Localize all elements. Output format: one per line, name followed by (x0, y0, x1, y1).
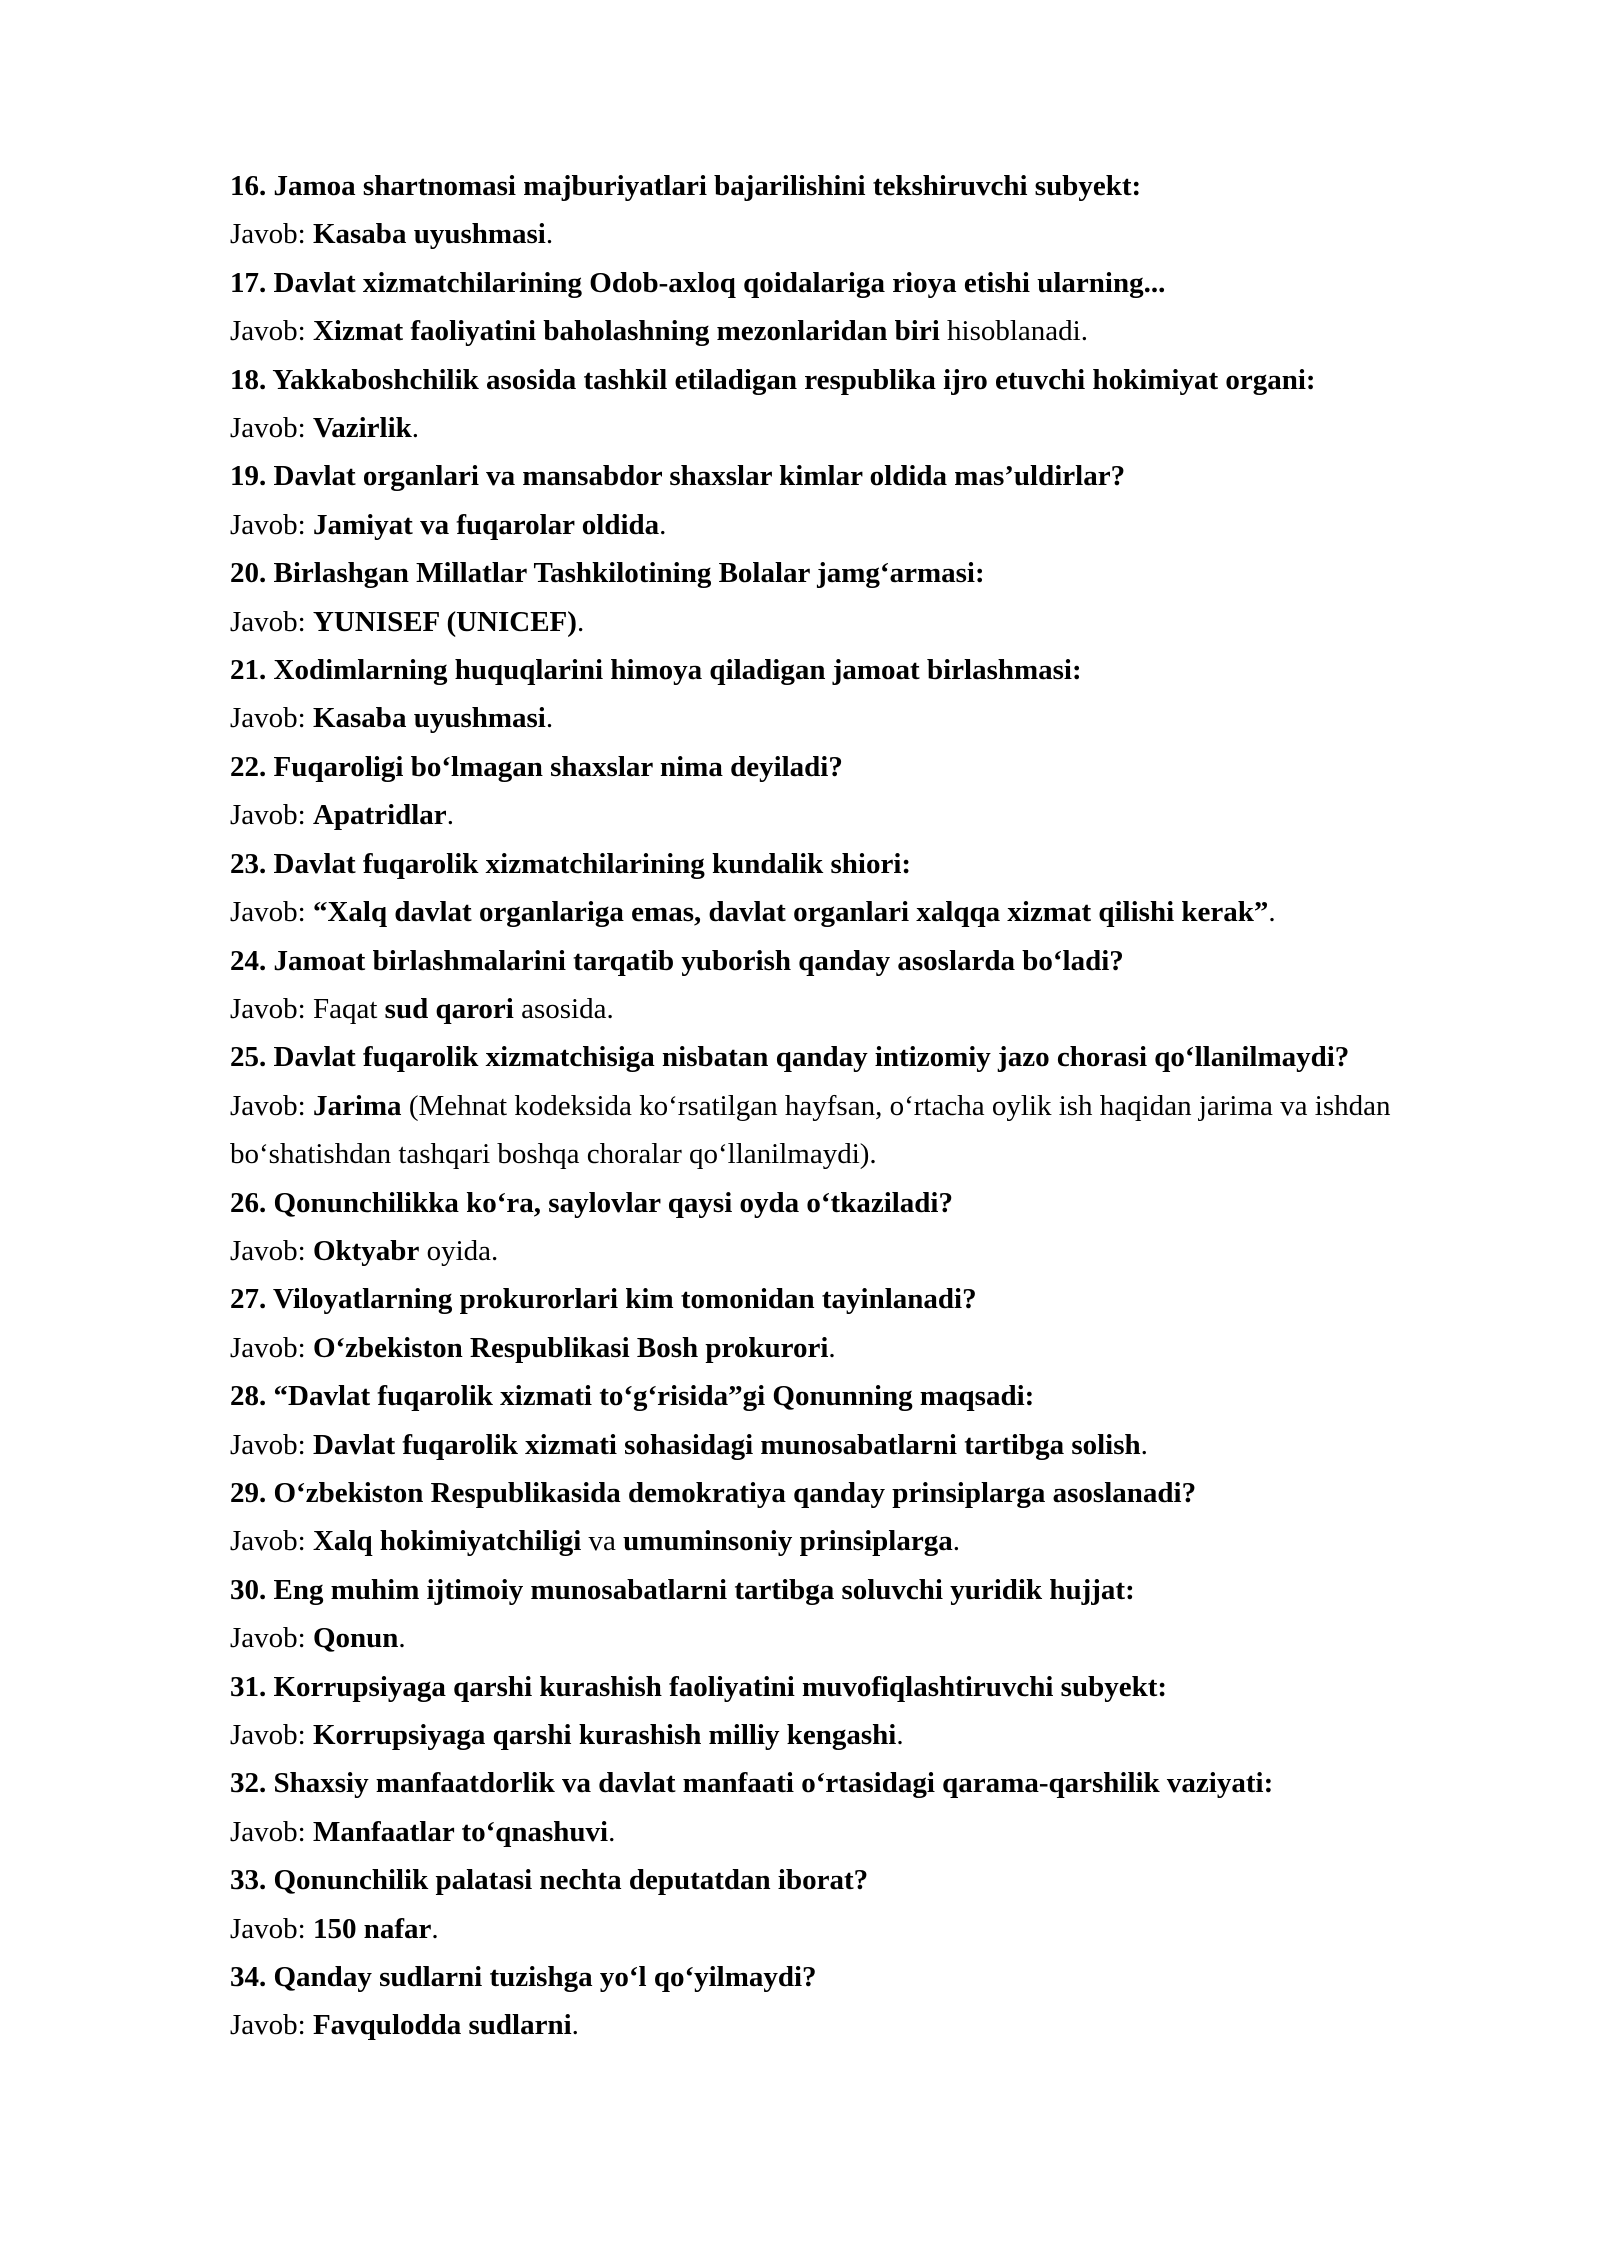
qa-item (230, 1275, 1520, 1372)
answer-text (230, 501, 1520, 549)
answer-plain-text: . (411, 412, 420, 445)
answer-key-phrase: O‘zbekiston Respublikasi Bosh prokurori (312, 1331, 829, 1364)
answer-text (230, 404, 1520, 452)
question-text: 16. Jamoa shartnomasi majburiyatlari bajarilishini tekshiruvchi subyekt: (230, 170, 1142, 202)
answer-plain-text: . (398, 1622, 406, 1655)
answer-key-phrase: Kasaba uyushmasi (312, 702, 546, 735)
answer-text (230, 791, 1520, 839)
answer-text (230, 2001, 1520, 2049)
answer-key-phrase: Xalq hokimiyatchiligi (312, 1525, 582, 1558)
qa-item (230, 1953, 1520, 2050)
question-text: 29. O‘zbekiston Respublikasida demokratiya qanday prinsiplarga asoslanadi? (230, 1476, 1197, 1509)
qa-item (230, 646, 1520, 743)
document-page (230, 162, 1520, 2050)
answer-plain-text: va (581, 1525, 624, 1558)
answer-key-phrase: Oktyabr (312, 1234, 420, 1267)
answer-text (230, 307, 1520, 355)
answer-plain-text: Javob: (230, 2009, 313, 2042)
answer-text (230, 1614, 1520, 1662)
answer-plain-text: Javob: (230, 508, 313, 541)
answer-plain-text: . (446, 799, 454, 832)
answer-plain-text: Javob: (230, 896, 313, 929)
qa-item (230, 1566, 1520, 1663)
qa-item (230, 937, 1520, 1034)
question-text: 21. Xodimlarning huquqlarini himoya qiladigan jamoat birlashmasi: (230, 654, 1082, 687)
answer-plain-text: Javob: (230, 605, 313, 638)
answer-plain-text: . (1140, 1428, 1148, 1461)
answer-text (230, 1808, 1520, 1856)
answer-key-phrase: Jarima (312, 1089, 402, 1122)
answer-plain-text: Javob: (230, 315, 313, 348)
question-text: 27. Viloyatlarning prokurorlari kim tomonidan tayinlanadi? (230, 1283, 977, 1316)
qa-item (230, 1759, 1520, 1856)
answer-key-phrase: Xizmat faoliyatini baholashning mezonlaridan biri (312, 315, 940, 348)
answer-text (230, 598, 1520, 646)
answer-plain-text: . (431, 1912, 439, 1945)
qa-item (230, 1469, 1520, 1566)
answer-plain-text: . (571, 2009, 579, 2042)
question-text: 26. Qonunchilikka ko‘ra, saylovlar qaysi oyda o‘tkaziladi? (230, 1186, 953, 1219)
answer-text (230, 210, 1520, 258)
answer-plain-text: Javob: (230, 1428, 313, 1461)
question-text: 34. Qanday sudlarni tuzishga yo‘l qo‘yilmaydi? (230, 1961, 817, 1994)
answer-text (230, 694, 1520, 742)
answer-key-phrase: Davlat fuqarolik xizmati sohasidagi munosabatlarni tartibga solish (312, 1428, 1141, 1461)
answer-text (230, 1711, 1520, 1759)
answer-plain-text: . (896, 1719, 904, 1751)
answer-key-phrase: Manfaatlar to‘qnashuvi (312, 1815, 609, 1848)
question-text: 30. Eng muhim ijtimoiy munosabatlarni tartibga soluvchi yuridik hujjat: (230, 1573, 1135, 1606)
qa-item (230, 162, 1520, 259)
qa-item (230, 743, 1520, 840)
answer-text (230, 1324, 1520, 1372)
qa-item (230, 259, 1520, 356)
answer-plain-text: asosida. (513, 992, 614, 1025)
answer-key-phrase: umuminsoniy prinsiplarga (623, 1525, 953, 1558)
answer-key-phrase: Apatridlar (312, 799, 447, 832)
answer-plain-text: . (545, 218, 554, 251)
answer-plain-text: . (952, 1525, 960, 1558)
answer-plain-text: . (828, 1331, 836, 1364)
answer-key-phrase: “Xalq davlat organlariga emas, davlat organlari xalqqa xizmat qilishi kerak” (312, 896, 1269, 929)
answer-key-phrase: Jamiyat va fuqarolar oldida (312, 508, 660, 541)
answer-plain-text: Javob: (230, 1719, 313, 1751)
question-text: 33. Qonunchilik palatasi nechta deputatdan iborat? (230, 1864, 869, 1897)
answer-key-phrase: sud qarori (384, 992, 514, 1025)
question-text: 17. Davlat xizmatchilarining Odob-axloq qoidalariga rioya etishi ularning... (230, 266, 1166, 299)
qa-item (230, 1372, 1520, 1469)
answer-text (230, 1905, 1520, 1953)
answer-key-phrase: Korrupsiyaga qarshi kurashish milliy kengashi (312, 1719, 897, 1751)
question-text: 20. Birlashgan Millatlar Tashkilotining Bolalar jamg‘armasi: (230, 557, 985, 590)
answer-text (230, 1421, 1520, 1469)
answer-plain-text: Javob: (230, 412, 313, 445)
answer-plain-text: Javob: (230, 1089, 313, 1122)
answer-plain-text: . (545, 702, 554, 735)
question-text: 28. “Davlat fuqarolik xizmati to‘g‘risida”gi Qonunning maqsadi: (230, 1380, 1035, 1413)
question-text: 24. Jamoat birlashmalarini tarqatib yuborish qanday asoslarda bo‘ladi? (230, 944, 1124, 977)
question-text: 32. Shaxsiy manfaatdorlik va davlat manfaati o‘rtasidagi qarama-qarshilik vaziyati: (230, 1767, 1274, 1800)
answer-plain-text: hisoblanadi. (939, 315, 1088, 348)
question-text: 18. Yakkaboshchilik asosida tashkil etiladigan respublika ijro etuvchi hokimiyat organi: (230, 363, 1316, 396)
answer-plain-text: . (659, 508, 667, 541)
answer-plain-text: Javob: (230, 1912, 313, 1945)
answer-key-phrase: YUNISEF (UNICEF) (312, 605, 577, 638)
qa-item (230, 840, 1520, 937)
answer-plain-text: Javob: (230, 1815, 313, 1848)
qa-item (230, 549, 1520, 646)
answer-text (230, 1082, 1520, 1179)
answer-plain-text: . (1268, 896, 1276, 929)
answer-text (230, 985, 1520, 1033)
question-text: 23. Davlat fuqarolik xizmatchilarining kundalik shiori: (230, 847, 912, 880)
answer-plain-text: Javob: Faqat (230, 992, 385, 1025)
answer-plain-text: Javob: (230, 218, 313, 251)
answer-text (230, 888, 1520, 936)
answer-text (230, 1517, 1520, 1565)
answer-plain-text: Javob: (230, 799, 313, 832)
answer-plain-text: Javob: (230, 702, 313, 735)
answer-plain-text: (Mehnat kodeksida ko‘rsatilgan hayfsan, o‘rtacha oylik ish haqidan jarima va ishdan bo‘shatishdan tashqari boshqa choralar qo‘llanilmaydi). (230, 1089, 1391, 1171)
question-text: 25. Davlat fuqarolik xizmatchisiga nisbatan qanday intizomiy jazo chorasi qo‘llanilmaydi? (230, 1041, 1350, 1074)
qa-item (230, 356, 1520, 453)
qa-item (230, 1663, 1520, 1760)
answer-text (230, 1227, 1520, 1275)
answer-plain-text: Javob: (230, 1622, 313, 1655)
answer-plain-text: Javob: (230, 1234, 313, 1267)
question-text: 31. Korrupsiyaga qarshi kurashish faoliyatini muvofiqlashtiruvchi subyekt: (230, 1670, 1168, 1703)
answer-key-phrase: Vazirlik (312, 412, 412, 445)
answer-key-phrase: 150 nafar (312, 1912, 432, 1945)
answer-plain-text: Javob: (230, 1525, 313, 1558)
answer-key-phrase: Kasaba uyushmasi (312, 218, 546, 251)
answer-plain-text: . (608, 1815, 616, 1848)
answer-plain-text: . (576, 605, 585, 638)
qa-item (230, 1856, 1520, 1953)
answer-key-phrase: Favqulodda sudlarni (312, 2009, 572, 2042)
answer-plain-text: oyida. (419, 1234, 499, 1267)
qa-item (230, 1179, 1520, 1276)
answer-key-phrase: Qonun (312, 1622, 399, 1655)
answer-plain-text: Javob: (230, 1331, 313, 1364)
qa-item (230, 452, 1520, 549)
question-text: 22. Fuqaroligi bo‘lmagan shaxslar nima deyiladi? (230, 750, 843, 783)
question-text: 19. Davlat organlari va mansabdor shaxslar kimlar oldida mas’uldirlar? (230, 460, 1126, 493)
qa-item (230, 1033, 1520, 1178)
